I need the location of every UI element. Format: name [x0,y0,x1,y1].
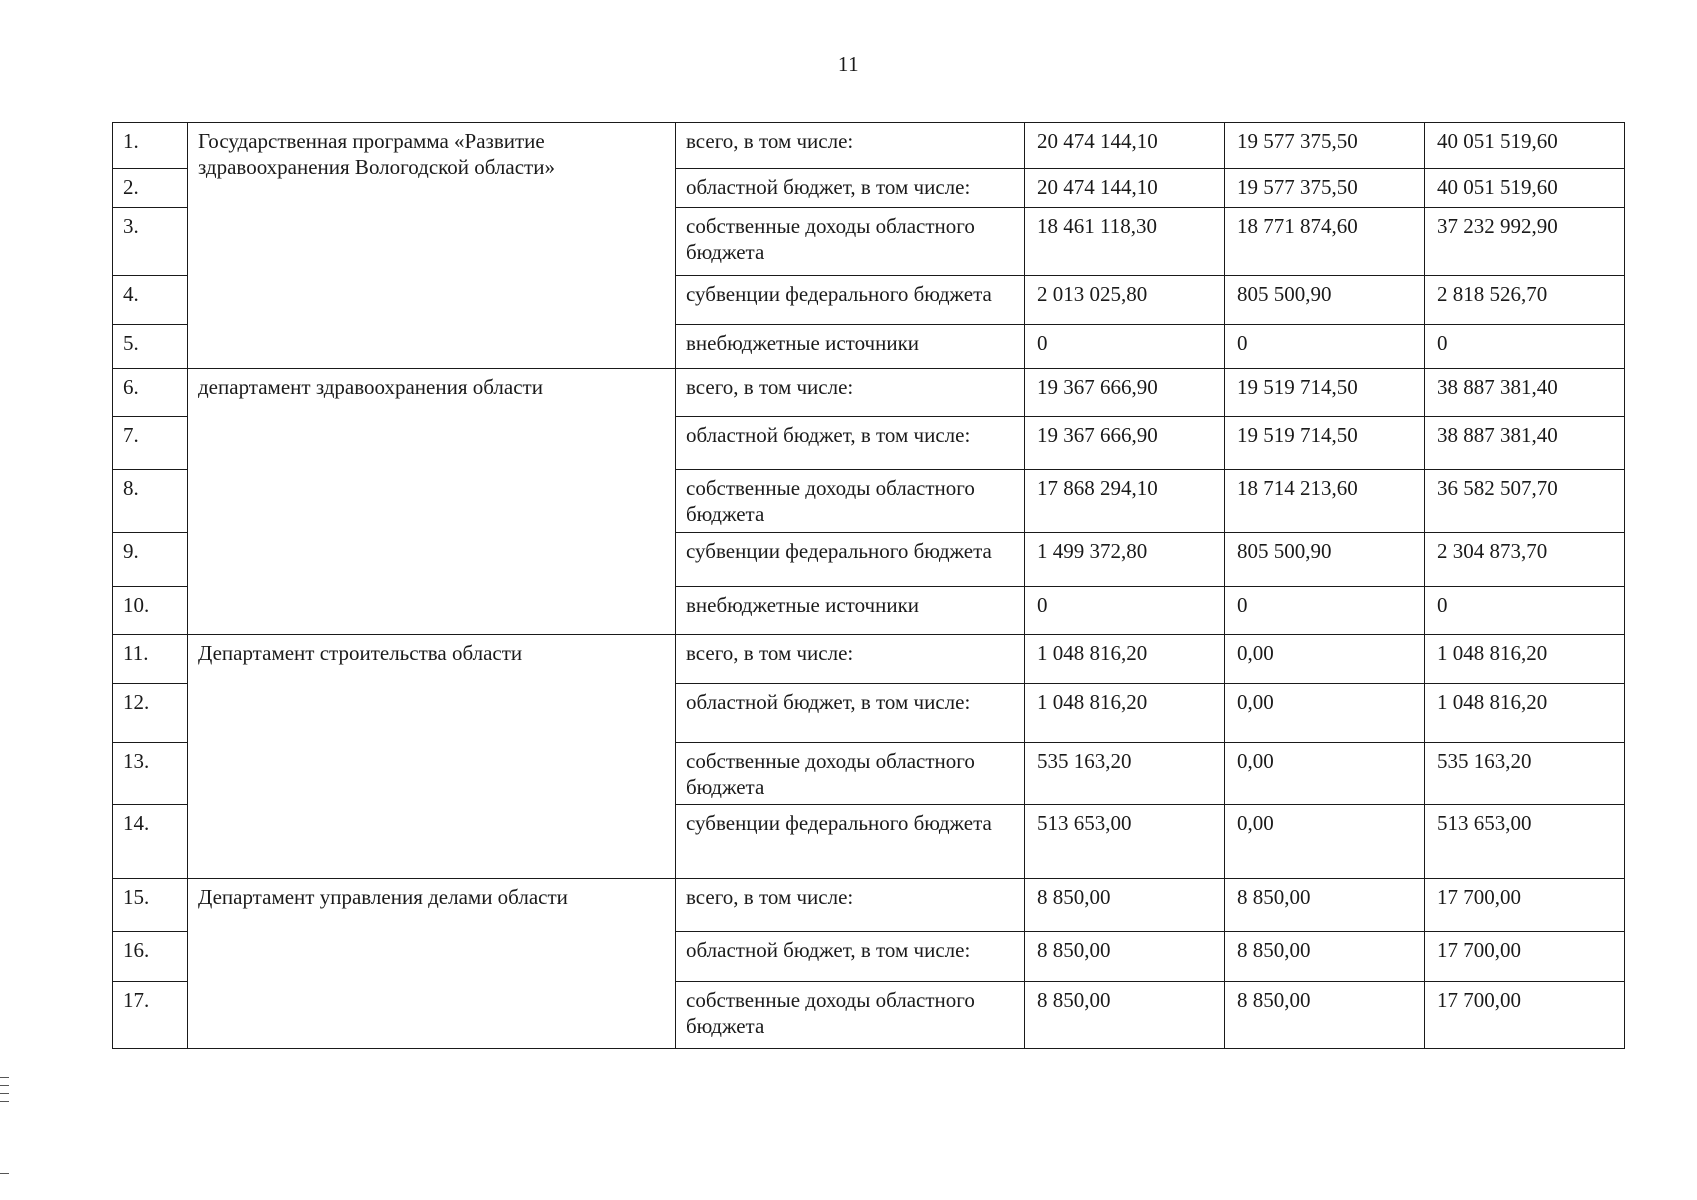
row-number: 17. [113,982,188,1049]
amount-cell-3: 535 163,20 [1425,743,1625,805]
amount-cell-1: 19 367 666,90 [1025,417,1225,470]
amount-cell-3: 36 582 507,70 [1425,470,1625,533]
amount-cell-3: 0 [1425,325,1625,369]
row-number: 10. [113,587,188,635]
amount-cell-3: 17 700,00 [1425,879,1625,932]
amount-cell-2: 0 [1225,587,1425,635]
amount-cell-2: 18 714 213,60 [1225,470,1425,533]
amount-cell-2: 19 519 714,50 [1225,417,1425,470]
edge-mark [0,1085,9,1086]
amount-cell-1: 1 048 816,20 [1025,635,1225,684]
funding-source: областной бюджет, в том числе: [676,684,1025,743]
program-name: Департамент строительства области [188,635,676,879]
amount-cell-1: 535 163,20 [1025,743,1225,805]
amount-cell-2: 18 771 874,60 [1225,208,1425,276]
amount-cell-1: 0 [1025,587,1225,635]
table-row [113,879,1625,932]
program-name: департамент здравоохранения области [188,369,676,635]
edge-mark [0,1093,9,1094]
program-name: Департамент управления делами области [188,879,676,1049]
row-number: 13. [113,743,188,805]
edge-mark [0,1077,9,1078]
amount-cell-1: 8 850,00 [1025,982,1225,1049]
amount-cell-3: 17 700,00 [1425,932,1625,982]
row-number: 12. [113,684,188,743]
amount-cell-2: 805 500,90 [1225,533,1425,587]
amount-cell-2: 805 500,90 [1225,276,1425,325]
row-number: 3. [113,208,188,276]
amount-cell-1: 1 499 372,80 [1025,533,1225,587]
amount-cell-1: 20 474 144,10 [1025,123,1225,169]
amount-cell-3: 0 [1425,587,1625,635]
row-number: 9. [113,533,188,587]
funding-source: всего, в том числе: [676,879,1025,932]
funding-source: областной бюджет, в том числе: [676,169,1025,208]
amount-cell-2: 0 [1225,325,1425,369]
row-number: 4. [113,276,188,325]
row-number: 6. [113,369,188,417]
amount-cell-2: 8 850,00 [1225,982,1425,1049]
amount-cell-3: 17 700,00 [1425,982,1625,1049]
row-number: 16. [113,932,188,982]
amount-cell-2: 19 519 714,50 [1225,369,1425,417]
funding-source: собственные доходы областного бюджета [676,470,1025,533]
row-number: 15. [113,879,188,932]
funding-source: субвенции федерального бюджета [676,805,1025,879]
amount-cell-2: 0,00 [1225,684,1425,743]
table-body [113,123,1625,1049]
amount-cell-3: 2 818 526,70 [1425,276,1625,325]
row-number: 1. [113,123,188,169]
amount-cell-1: 513 653,00 [1025,805,1225,879]
amount-cell-3: 38 887 381,40 [1425,417,1625,470]
amount-cell-2: 8 850,00 [1225,879,1425,932]
amount-cell-1: 1 048 816,20 [1025,684,1225,743]
amount-cell-3: 2 304 873,70 [1425,533,1625,587]
funding-source: субвенции федерального бюджета [676,276,1025,325]
amount-cell-1: 17 868 294,10 [1025,470,1225,533]
row-number: 5. [113,325,188,369]
amount-cell-3: 38 887 381,40 [1425,369,1625,417]
amount-cell-3: 513 653,00 [1425,805,1625,879]
amount-cell-1: 8 850,00 [1025,932,1225,982]
amount-cell-1: 19 367 666,90 [1025,369,1225,417]
funding-source: всего, в том числе: [676,635,1025,684]
edge-mark [0,1173,9,1174]
funding-source: внебюджетные источники [676,587,1025,635]
budget-table [112,122,1625,1049]
row-number: 2. [113,169,188,208]
amount-cell-2: 8 850,00 [1225,932,1425,982]
page-number: 11 [837,52,860,76]
funding-source: субвенции федерального бюджета [676,533,1025,587]
funding-source: собственные доходы областного бюджета [676,208,1025,276]
amount-cell-1: 2 013 025,80 [1025,276,1225,325]
amount-cell-1: 0 [1025,325,1225,369]
amount-cell-3: 40 051 519,60 [1425,123,1625,169]
funding-source: собственные доходы областного бюджета [676,982,1025,1049]
table-row [113,369,1625,417]
funding-source: всего, в том числе: [676,369,1025,417]
amount-cell-3: 1 048 816,20 [1425,635,1625,684]
funding-source: всего, в том числе: [676,123,1025,169]
funding-source: областной бюджет, в том числе: [676,417,1025,470]
funding-source: областной бюджет, в том числе: [676,932,1025,982]
row-number: 7. [113,417,188,470]
table-row [113,635,1625,684]
amount-cell-1: 8 850,00 [1025,879,1225,932]
funding-source: собственные доходы областного бюджета [676,743,1025,805]
program-name: Государственная программа «Развитие здравоохранения Вологодской области» [188,123,676,369]
funding-source: внебюджетные источники [676,325,1025,369]
table-row [113,123,1625,169]
amount-cell-2: 19 577 375,50 [1225,169,1425,208]
amount-cell-2: 19 577 375,50 [1225,123,1425,169]
amount-cell-2: 0,00 [1225,743,1425,805]
row-number: 11. [113,635,188,684]
edge-mark [0,1101,9,1102]
row-number: 8. [113,470,188,533]
amount-cell-3: 1 048 816,20 [1425,684,1625,743]
amount-cell-2: 0,00 [1225,635,1425,684]
amount-cell-1: 18 461 118,30 [1025,208,1225,276]
amount-cell-3: 37 232 992,90 [1425,208,1625,276]
amount-cell-2: 0,00 [1225,805,1425,879]
amount-cell-1: 20 474 144,10 [1025,169,1225,208]
row-number: 14. [113,805,188,879]
amount-cell-3: 40 051 519,60 [1425,169,1625,208]
